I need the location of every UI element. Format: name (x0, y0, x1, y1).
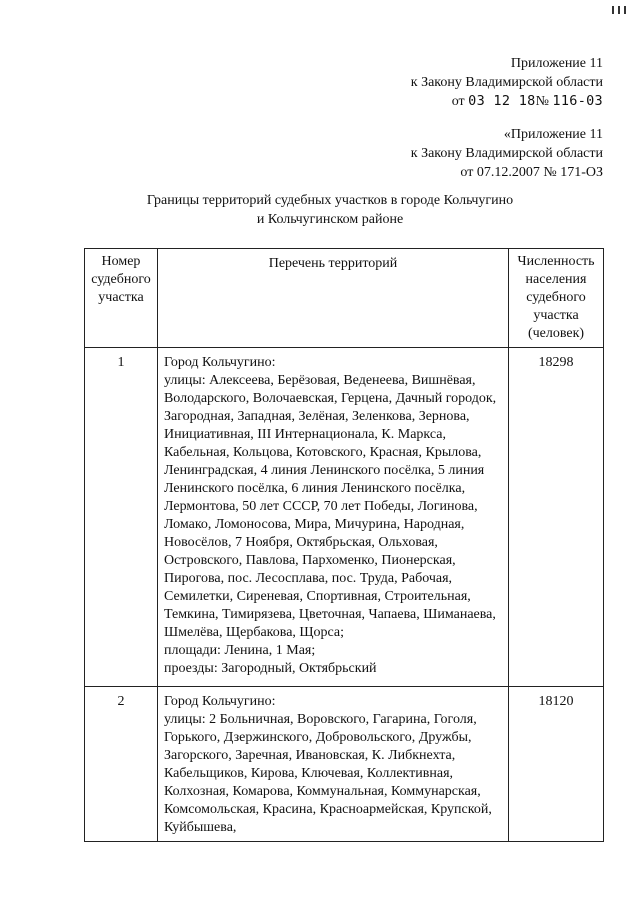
district-number: 1 (85, 348, 158, 687)
population-value: 18298 (509, 348, 604, 687)
population-value: 18120 (509, 687, 604, 842)
city-name: Город Кольчугино: (163, 355, 276, 370)
table-header-row (85, 249, 604, 348)
annex-label: Приложение 11 (510, 56, 603, 71)
law-reference-old: к Закону Владимирской области (410, 146, 603, 161)
date-prefix: от (451, 94, 465, 109)
squares-list: площади: Ленина, 1 Мая; (163, 643, 316, 658)
city-name: Город Кольчугино: (163, 694, 276, 709)
col-header-list: Перечень территорий (157, 249, 508, 348)
stamped-date: 03 12 18 (468, 93, 536, 109)
streets-list: улицы: 2 Больничная, Воровского, Гагарина, Гоголя, Горького, Дзержинского, Добровольского, Дружбы, Загорского, Заречная, Ивановская, К. Либкнехта, Кабельщиков, Кирова, Ключевая, Коллективная, Колхозная, Комарова, Коммунальная, Коммунарская, Комсомольская, Красина, Красноармейская, Крупской, Куйбышева, (163, 712, 492, 835)
table-row (85, 348, 604, 687)
title-line-1: Границы территорий судебных участков в городе Кольчугино (146, 193, 514, 208)
number-sign: № (535, 94, 549, 109)
law-reference: к Закону Владимирской области (410, 75, 603, 90)
annex-label-old: «Приложение 11 (503, 127, 603, 142)
passages-list: проезды: Загородный, Октябрьский (163, 661, 377, 676)
page-corner-mark (612, 6, 636, 16)
table-row (85, 687, 604, 842)
law-date-line (411, 92, 603, 111)
col-header-population: Численность населения судебного участка (человек) (509, 249, 604, 348)
title-line-2: и Кольчугинском районе (256, 212, 404, 227)
territory-list (157, 348, 508, 687)
document-title (97, 191, 563, 229)
district-number: 2 (85, 687, 158, 842)
col-header-number: Номер судебного участка (85, 249, 158, 348)
territory-list (157, 687, 508, 842)
stamped-number: 116-03 (552, 93, 603, 109)
annex-header-old (411, 125, 603, 182)
annex-header-new (411, 54, 603, 111)
streets-list: улицы: Алексеева, Берёзовая, Веденеева, Вишнёвая, Володарского, Волочаевская, Герцена, Дачный городок, Загородная, Западная, Зелёная, Зеленкова, Зернова, Инициативная, III Интернационала, К. Маркса, Кабельная, Кольцова, Котовского, Красная, Крылова, Ленинградская, 4 линия Ленинского посёлка, 5 линия Ленинского посёлка, 6 линия Ленинского посёлка, Лермонтова, 50 лет СССР, 70 лет Победы, Логинова, Ломако, Ломоносова, Мира, Мичурина, Народная, Новосёлов, 7 Ноября, Октябрьская, Ольховая, Островского, Павлова, Пархоменко, Пионерская, Пирогова, пос. Лесосплава, пос. Труда, Рабочая, Семилетки, Сиреневая, Спортивная, Строительная, Темкина, Тимирязева, Цветочная, Чапаева, Шиманаева, Шмелёва, Щербакова, Щорса; (163, 373, 497, 640)
law-date-old: от 07.12.2007 № 171-ОЗ (460, 165, 603, 180)
court-districts-table (84, 248, 604, 842)
